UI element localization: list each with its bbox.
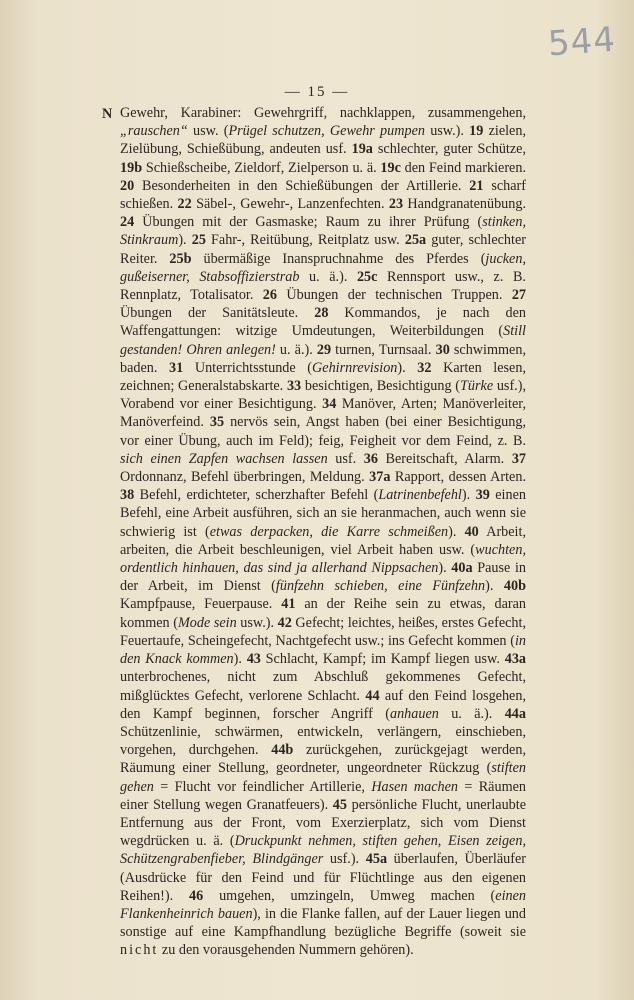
entry-number: 39: [475, 487, 490, 504]
text-run: persönliche Flucht, unerlaubte Entfernung aus der Front, vom Exerzierplatz, sich vom Dienst wegdrücken u. ä. (: [120, 796, 526, 850]
text-run: usf.), Vorabend vor einer Besichtigung.: [120, 378, 526, 413]
entry-number: 19a: [351, 141, 373, 158]
slang-term: fünfzehn schieben, eine Fünfzehn: [275, 578, 486, 595]
section-letter: N: [102, 106, 113, 122]
entry-number: 45a: [365, 851, 388, 868]
text-run: Gefecht; leichtes, heißes, erstes Gefecht, Feuertaufe, Scheingefecht, Nachtgefecht usw.; ins Gefecht kommen (: [120, 614, 526, 649]
entry-number: 20: [120, 177, 135, 194]
text-run: u. ä.).: [299, 268, 357, 285]
slang-term: wuchten, ordentlich hinhauen, das sind ja allerhand Nippsachen: [120, 541, 526, 577]
text-run: ), in die Flanke fallen, auf der Lauer liegen und sonstige auf eine Kampfhandlung bezügliche Begriffe (soweit sie: [120, 905, 526, 941]
text-run: = Flucht vor feindlicher Artillerie,: [153, 778, 372, 795]
text-run: Handgranatenübung.: [403, 196, 526, 213]
text-run: usf.).: [323, 851, 366, 868]
text-run: übermäßige Inanspruchnahme des Pferdes (: [191, 250, 486, 267]
text-run: Übungen mit der Gasmaske; Raum zu ihrer Prüfung (: [134, 214, 483, 231]
entry-number: 26: [262, 287, 277, 304]
slang-term: jucken, gußeiserner, Stabsoffizierstrab: [120, 250, 526, 285]
entry-number: 19b: [120, 159, 143, 176]
page-number: — 15 —: [284, 84, 350, 100]
text-run: Gewehr, Karabiner: Gewehrgriff, nachklappen, zusammengehen,: [120, 105, 526, 121]
text-run: unterbrochenes, nicht zum Abschluß gekommenes Gefecht, mißglücktes Gefecht, verlorene Schlacht.: [120, 669, 526, 704]
text-run: den Feind markieren.: [400, 159, 526, 176]
text-run: usw. (: [187, 123, 229, 140]
text-run: Befehl, erdichteter, scherzhafter Befehl (: [134, 487, 379, 504]
text-run: Übungen der technischen Truppen.: [276, 287, 512, 304]
entry-number: 32: [417, 359, 432, 376]
entry-number: 28: [314, 305, 329, 322]
text-run: Besonderheiten in den Schießübungen der Artillerie.: [134, 177, 470, 194]
text-run: überlaufen, Überläufer (Ausdrücke für den Feind und für Flüchtlinge aus den eigenen Reihen!).: [120, 851, 526, 904]
slang-term: etwas derpacken, die Karre schmeißen: [209, 523, 449, 540]
text-run: usf.: [327, 450, 364, 467]
entry-number: 35: [209, 414, 225, 431]
text-run: ).: [461, 487, 476, 504]
slang-term: „rauschen“: [120, 123, 188, 140]
text-run: umgehen, umzingeln, Umweg machen (: [203, 887, 496, 904]
text-run: Unterrichtsstunde (: [183, 359, 313, 376]
entry-number: 40: [464, 523, 479, 540]
entry-number: 25b: [169, 250, 192, 267]
text-run: ).: [438, 560, 452, 577]
text-run: Arbeit, arbeiten, die Arbeit beschleunigen, viel Arbeit haben usw. (: [120, 523, 526, 558]
slang-term: stiften gehen: [120, 760, 526, 795]
slang-term: Gehirnrevision: [312, 359, 398, 376]
entry-number: 31: [169, 359, 184, 376]
entry-number: 44a: [504, 705, 526, 722]
entry-number: 45: [332, 796, 347, 813]
entry-number: 25: [191, 232, 206, 249]
slang-term: Still gestanden! Ohren anlegen!: [120, 323, 526, 358]
text-run: einen Befehl, eine Arbeit ausführen, sich an sie heranmachen, auch wenn sie schwierig ist (: [120, 487, 526, 540]
entry-number: 22: [177, 196, 192, 213]
text-run: Rennsport usw., z. B. Rennplatz, Totalisator.: [120, 268, 526, 304]
entry-number: 36: [363, 450, 378, 467]
slang-term: Latrinenbefehl: [378, 487, 462, 504]
text-run: Kampfpause, Feuerpause.: [120, 596, 282, 613]
spaced-emphasis: nicht: [120, 942, 159, 959]
entry-number: 34: [322, 396, 337, 413]
entry-number: 33: [286, 378, 302, 395]
text-run: ).: [448, 523, 465, 540]
text-run: turnen, Turnsaal.: [331, 341, 436, 358]
slang-term: anhauen: [389, 705, 439, 722]
entry-number: 19: [469, 123, 484, 140]
slang-term: Druckpunkt nehmen, stiften gehen, Eisen zeigen, Schützengrabenfieber, Blindgänger: [120, 833, 526, 868]
entry-number: 41: [281, 596, 296, 613]
text-run: Manöver, Arten; Manöverleiter, Manöverfeind.: [120, 396, 526, 431]
entry-number: 46: [189, 887, 204, 904]
entry-number: 40a: [451, 560, 473, 577]
text-run: Karten lesen, zeichnen; Generalstabskarte.: [120, 359, 526, 395]
text-run: Pause in der Arbeit, im Dienst (: [120, 560, 526, 595]
entry-number: 43a: [504, 651, 526, 668]
entry-number: 30: [435, 341, 450, 358]
slang-term: Prügel schutzen, Gewehr pumpen: [228, 123, 425, 140]
entry-number: 42: [277, 614, 292, 631]
entry-number: 23: [388, 196, 404, 213]
body-text: [120, 104, 526, 960]
entry-number: 25a: [404, 232, 427, 249]
entry-number: 38: [120, 487, 135, 504]
text-run: usw.).: [236, 614, 278, 631]
text-run: usw.).: [424, 123, 470, 140]
text-run: Bereitschaft, Alarm.: [377, 450, 512, 467]
text-run: Übungen der Sanitätsleute.: [120, 305, 315, 322]
text-run: Schießscheibe, Zieldorf, Zielperson u. ä.: [142, 159, 381, 176]
text-run: Fahr-, Reitübung, Reitplatz usw.: [205, 232, 405, 249]
entry-number: 27: [511, 287, 526, 304]
entry-number: 37: [511, 450, 526, 467]
text-run: ).: [233, 651, 247, 668]
text-run: guter, schlechter Reiter.: [120, 232, 526, 267]
entry-number: 37a: [369, 469, 391, 486]
entry-number: 25c: [356, 268, 378, 285]
entry-number: 40b: [503, 578, 526, 595]
slang-term: stinken, Stinkraum: [120, 214, 526, 249]
slang-term: in den Knack kommen: [120, 632, 526, 668]
text-run: Kommandos, je nach den Waffengattungen: witzige Umdeutungen, Weiterbildungen (: [120, 305, 527, 340]
text-run: nervös sein, Angst haben (bei einer Besichtigung, vor einer Übung, auch im Feld); feig, Feigheit vor dem Feind, z. B.: [120, 414, 527, 449]
slang-term: Hasen machen: [371, 778, 459, 795]
slang-term: einen Flankenheinrich bauen: [120, 887, 526, 922]
text-run: Schlacht, Kampf; im Kampf liegen usw.: [260, 651, 505, 668]
text-run: zielen, Zielübung, Schießübung, andeuten usf.: [120, 123, 526, 158]
text-run: ).: [397, 359, 418, 376]
entry-number: 29: [316, 341, 332, 358]
text-run: Rapport, dessen Arten.: [390, 469, 526, 486]
entry-number: 21: [469, 177, 484, 194]
text-run: = Räumen einer Stellung wegen Granatfeuers).: [120, 778, 526, 813]
text-run: u. ä.).: [438, 705, 505, 722]
entry-number: 24: [120, 214, 135, 231]
text-run: Schützenlinie, schwärmen, entwickeln, verlängern, einschieben, vorgehen, durchgehen.: [120, 723, 526, 759]
entry-number: 44: [365, 687, 380, 704]
entry-number: 19c: [380, 159, 401, 176]
handwritten-archive-number: 544: [546, 19, 618, 65]
entry-number: 44b: [271, 742, 294, 759]
text-run: an der Reihe sein zu etwas, daran kommen (: [120, 596, 527, 631]
text-run: schwimmen, baden.: [120, 341, 526, 376]
text-run: zurückgehen, zurückgejagt werden, Räumung einer Stellung, geordneter, ungeordneter Rückzug (: [120, 742, 526, 777]
text-run: ).: [178, 232, 192, 249]
slang-term: Mode sein: [177, 614, 237, 631]
slang-term: sich einen Zapfen wachsen lassen: [120, 450, 328, 467]
body-paragraph: [120, 104, 526, 960]
text-run: auf den Feind losgehen, den Kampf beginnen, forscher Angriff (: [120, 687, 526, 722]
text-run: Ordonnanz, Befehl überbringen, Meldung.: [120, 469, 370, 486]
text-run: besichtigen, Besichtigung (: [301, 378, 461, 395]
text-run: schlechter, guter Schütze,: [372, 141, 526, 158]
slang-term: Türke: [460, 378, 494, 395]
text-run: u. ä.).: [275, 341, 317, 358]
text-run: ).: [485, 578, 504, 595]
text-run: Säbel-, Gewehr-, Lanzenfechten.: [191, 196, 389, 213]
text-run: zu den vorausgehenden Nummern gehören).: [158, 942, 414, 959]
entry-number: 43: [246, 651, 261, 668]
text-run: scharf schießen.: [120, 177, 526, 213]
